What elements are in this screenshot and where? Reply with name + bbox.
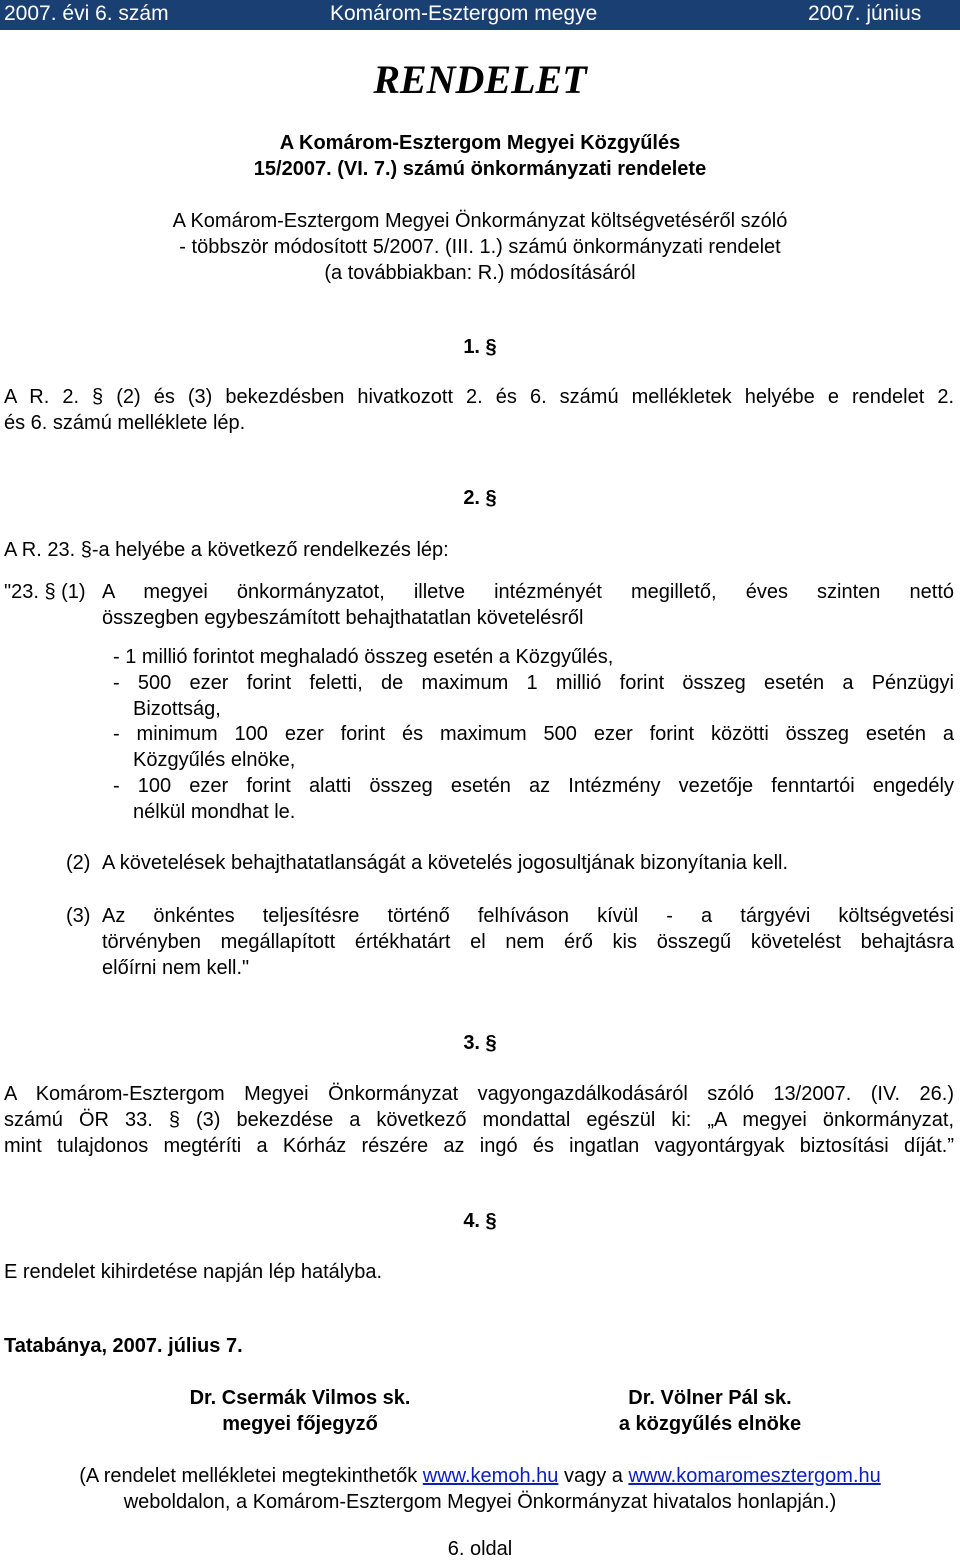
footer-note-text-1: (A rendelet mellékletei megtekinthetők (79, 1465, 423, 1487)
signature-right-name: Dr. Völner Pál sk. (628, 1387, 792, 1409)
intro-line-2: - többször módosított 5/2007. (III. 1.) számú önkormányzati rendelet (179, 236, 781, 258)
intro-line-1: A Komárom-Esztergom Megyei Önkormányzat költségvetéséről szóló (172, 210, 788, 232)
section-3-heading: 3. § (463, 1032, 497, 1054)
footer-note-line-1 (0, 1463, 960, 1489)
footer-note-text-2: vagy a (558, 1465, 629, 1487)
paragraph-2-label: (2) (66, 852, 91, 874)
header-county: Komárom-Esztergom megye (330, 2, 598, 25)
list-item-1: - 1 millió forintot meghaladó összeg esetén a Közgyűlés, (113, 646, 614, 668)
section-4-text: E rendelet kihirdetése napján lép hatályba. (4, 1261, 383, 1283)
section-1-line-1: A R. 2. § (2) és (3) bekezdésben hivatkozott 2. és 6. számú mellékletek helyébe e rendelet 2. (4, 386, 954, 408)
paragraph-3-line-2: törvényben megállapított értékhatárt el nem érő kis összegű követelést behajtásra (102, 931, 954, 953)
signature-right-title: a közgyűlés elnöke (618, 1413, 802, 1435)
list-item-4-line-1: - 100 ezer forint alatti összeg esetén az Intézmény vezetője fenntartói engedély (113, 775, 954, 797)
section-2-heading: 2. § (463, 487, 497, 509)
signature-left-title: megyei főjegyző (222, 1413, 378, 1435)
section-1-heading: 1. § (463, 336, 497, 358)
header-issue: 2007. évi 6. szám (4, 2, 169, 25)
section-3-line-2: számú ÖR 33. § (3) bekezdése a következő mondattal egészül ki: „A megyei önkormányzat, (4, 1109, 954, 1131)
kemoh-link[interactable]: www.kemoh.hu (422, 1465, 559, 1487)
komaromesztergom-link[interactable]: www.komaromesztergom.hu (628, 1465, 881, 1487)
header-date: 2007. június (808, 2, 922, 25)
list-item-4-line-2: nélkül mondhat le. (133, 801, 296, 823)
section-1-line-2: és 6. számú melléklete lép. (4, 412, 246, 434)
list-item-2-line-1: - 500 ezer forint feletti, de maximum 1 millió forint összeg esetén a Pénzügyi (113, 672, 954, 694)
list-item-2-line-2: Bizottság, (133, 698, 221, 720)
section-4-heading: 4. § (463, 1210, 497, 1232)
paragraph-3-label: (3) (66, 905, 91, 927)
page-number: 6. oldal (447, 1538, 513, 1560)
section-3-line-3: mint tulajdonos megtéríti a Kórház részére az ingó és ingatlan vagyontárgyak biztosítási díját.” (4, 1135, 954, 1157)
paragraph-1-line-2: összegben egybeszámított behajthatatlan követelésről (102, 607, 584, 629)
paragraph-1-label: "23. § (1) (4, 581, 86, 603)
subtitle-line-1: A Komárom-Esztergom Megyei Közgyűlés (279, 132, 681, 154)
list-item-3-line-1: - minimum 100 ezer forint és maximum 500 ezer forint közötti összeg esetén a (113, 723, 954, 745)
paragraph-3-line-1: Az önkéntes teljesítésre történő felhíváson kívül - a tárgyévi költségvetési (102, 905, 954, 927)
document-title: RENDELET (373, 57, 587, 102)
subtitle-line-2: 15/2007. (VI. 7.) számú önkormányzati rendelete (253, 158, 707, 180)
place-date: Tatabánya, 2007. július 7. (4, 1335, 243, 1357)
paragraph-1-line-1: A megyei önkormányzatot, illetve intézményét megillető, éves szinten nettó (102, 581, 954, 603)
paragraph-2-text: A követelések behajthatatlanságát a követelés jogosultjának bizonyítania kell. (102, 852, 789, 874)
footer-note-line-2: weboldalon, a Komárom-Esztergom Megyei Önkormányzat hivatalos honlapján.) (123, 1491, 837, 1513)
section-3-line-1: A Komárom-Esztergom Megyei Önkormányzat vagyongazdálkodásáról szóló 13/2007. (IV. 26.) (4, 1083, 954, 1105)
intro-line-3: (a továbbiakban: R.) módosításáról (324, 262, 636, 284)
section-2-intro: A R. 23. §-a helyébe a következő rendelkezés lép: (4, 539, 449, 561)
paragraph-3-line-3: előírni nem kell." (102, 957, 250, 979)
signature-left-name: Dr. Csermák Vilmos sk. (189, 1387, 411, 1409)
list-item-3-line-2: Közgyűlés elnöke, (133, 749, 296, 771)
